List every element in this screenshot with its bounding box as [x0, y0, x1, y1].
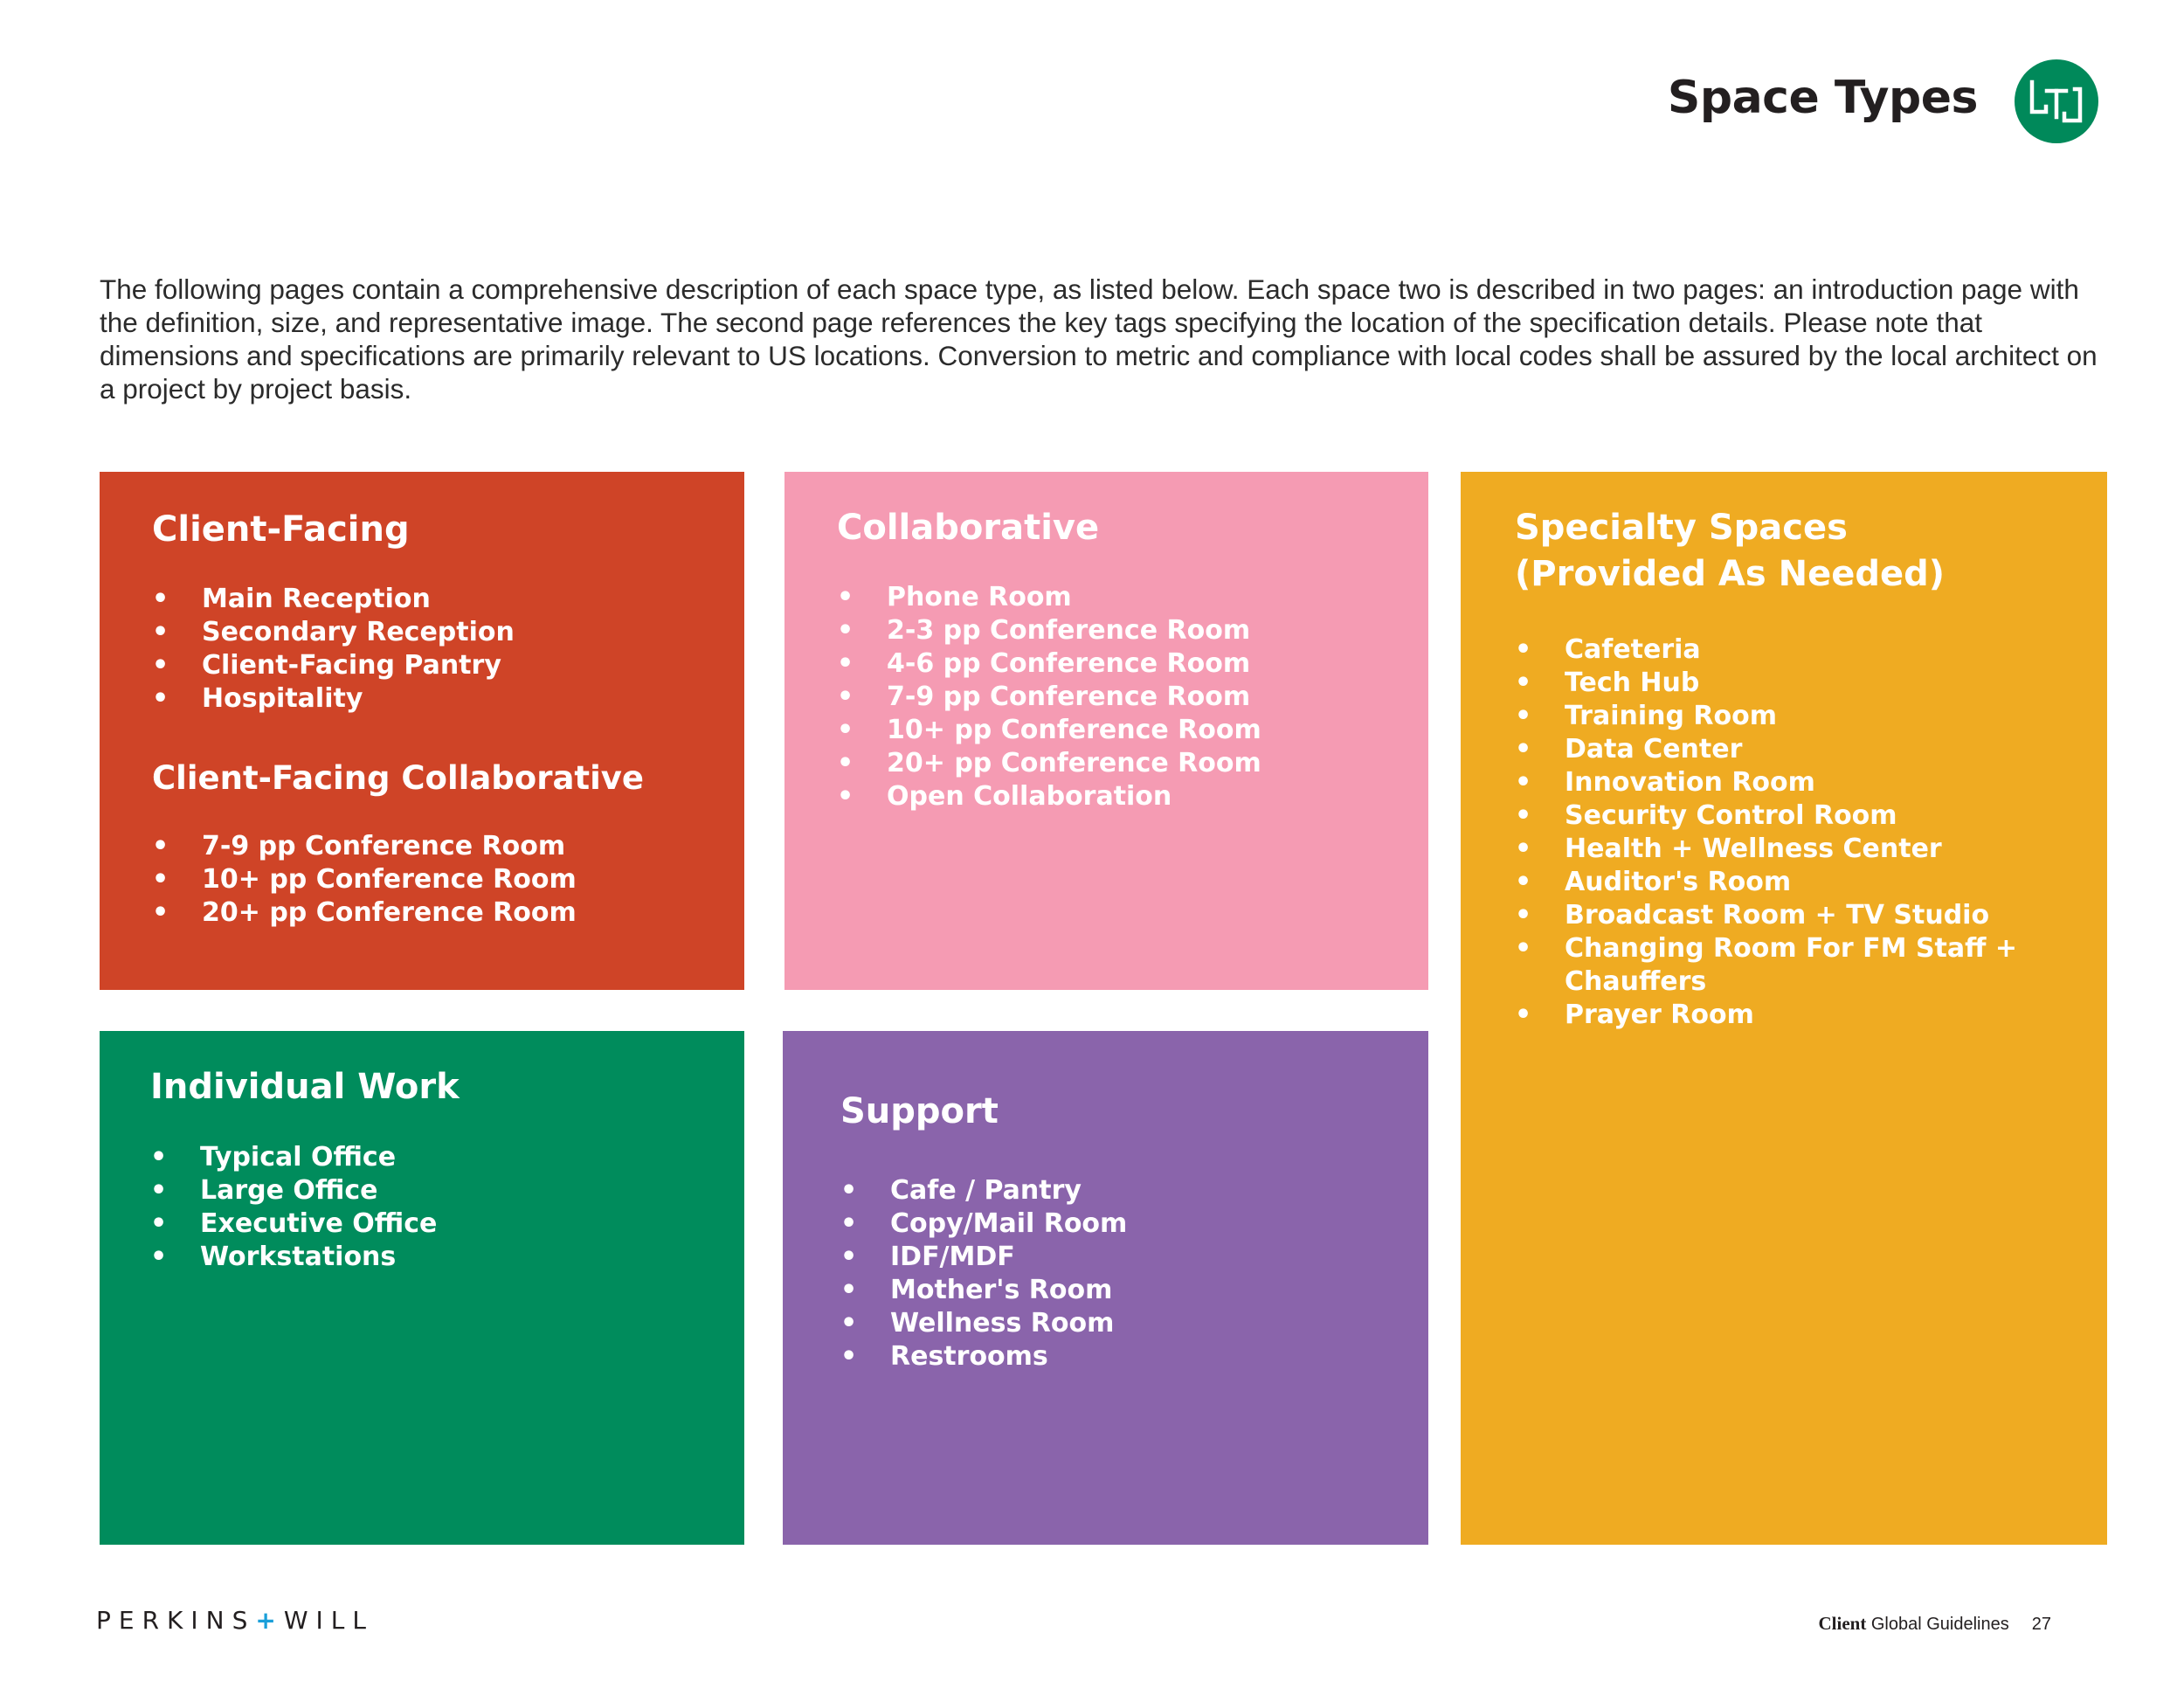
- footer-client: Client: [1818, 1613, 1867, 1634]
- list-item: • 20+ pp Conference Room: [837, 747, 1261, 780]
- list-item: • Cafeteria: [1515, 633, 2017, 667]
- list-item: • Prayer Room: [1515, 999, 2017, 1032]
- list-item: • Copy/Mail Room: [840, 1207, 1127, 1241]
- list-item: • 10+ pp Conference Room: [837, 714, 1261, 747]
- list-item: • 7-9 pp Conference Room: [152, 830, 577, 863]
- list-item: • Security Control Room: [1515, 799, 2017, 833]
- list-item: • Phone Room: [837, 581, 1261, 614]
- card-specialty-spaces: [1461, 472, 2107, 1545]
- list-item: • Innovation Room: [1515, 766, 2017, 799]
- card-title: Support: [840, 1091, 999, 1131]
- list-item: • Large Office: [150, 1174, 437, 1207]
- list-item-continuation: Chauffers: [1565, 966, 1707, 997]
- footer-doc-label: [1818, 1613, 2051, 1635]
- card-title: Collaborative: [837, 508, 1100, 548]
- card-collaborative: [784, 472, 1428, 990]
- card-title-line2: (Provided As Needed): [1515, 554, 1946, 594]
- list-item: • Open Collaboration: [837, 780, 1261, 813]
- perkins-will-logo: [96, 1606, 374, 1635]
- list-item: • Auditor's Room: [1515, 866, 2017, 899]
- list-item: • 20+ pp Conference Room: [152, 896, 577, 930]
- list-item: • Tech Hub: [1515, 667, 2017, 700]
- card-title: Client-Facing: [152, 509, 410, 550]
- list-item: • Restrooms: [840, 1340, 1127, 1373]
- list-item: • IDF/MDF: [840, 1241, 1127, 1274]
- intro-paragraph: The following pages contain a comprehensive description of each space type, as listed below. Each space two is described in two pages: an introduction page with the definition, size, and representative image. The second page references the key tags specifying the location of the specification details. Please note that dimensions and specifications are primarily relevant to US locations. Conversion to metric and compliance with local codes shall be assured by the local architect on a project by project basis.: [100, 273, 2098, 405]
- list-item: [1515, 932, 2017, 999]
- page-title: Space Types: [1667, 72, 1978, 124]
- list-item: • Broadcast Room + TV Studio: [1515, 899, 2017, 932]
- list-item: • 10+ pp Conference Room: [152, 863, 577, 896]
- card-title: Individual Work: [150, 1067, 460, 1107]
- list-item: • Hospitality: [152, 682, 515, 716]
- list-item: • Data Center: [1515, 733, 2017, 766]
- list-item: • Client-Facing Pantry: [152, 649, 515, 682]
- list-item: • Workstations: [150, 1241, 437, 1274]
- list-item: • Wellness Room: [840, 1307, 1127, 1340]
- list-item: • Main Reception: [152, 583, 515, 616]
- card-list: [1515, 633, 2017, 1032]
- list-item: • Training Room: [1515, 700, 2017, 733]
- footer-guidelines: Global Guidelines: [1870, 1615, 2009, 1634]
- list-item: • Typical Office: [150, 1141, 437, 1174]
- ltd-badge-icon: [2015, 59, 2098, 143]
- list-item: • Mother's Room: [840, 1274, 1127, 1307]
- brand-plus: +: [255, 1606, 284, 1635]
- card-support: [783, 1031, 1428, 1545]
- card-sub-list: [152, 830, 577, 930]
- list-item-text: Changing Room For FM Staff +: [1565, 933, 2018, 964]
- card-individual-work: [100, 1031, 744, 1545]
- list-item: • Executive Office: [150, 1207, 437, 1241]
- list-item: • Cafe / Pantry: [840, 1174, 1127, 1207]
- list-item: • 4-6 pp Conference Room: [837, 647, 1261, 681]
- brand-name-left: PERKINS: [96, 1606, 256, 1635]
- card-list: [150, 1141, 437, 1274]
- card-subtitle: Client-Facing Collaborative: [152, 759, 645, 797]
- card-list: [152, 583, 515, 716]
- brand-name-right: WILL: [283, 1606, 374, 1635]
- page-number: 27: [2031, 1615, 2051, 1634]
- list-item: • 7-9 pp Conference Room: [837, 681, 1261, 714]
- list-item: • 2-3 pp Conference Room: [837, 614, 1261, 647]
- list-item: • Health + Wellness Center: [1515, 833, 2017, 866]
- card-title: Specialty Spaces: [1515, 508, 1848, 548]
- list-item: • Secondary Reception: [152, 616, 515, 649]
- card-list: [837, 581, 1261, 813]
- card-client-facing: [100, 472, 744, 990]
- card-list: [840, 1174, 1127, 1373]
